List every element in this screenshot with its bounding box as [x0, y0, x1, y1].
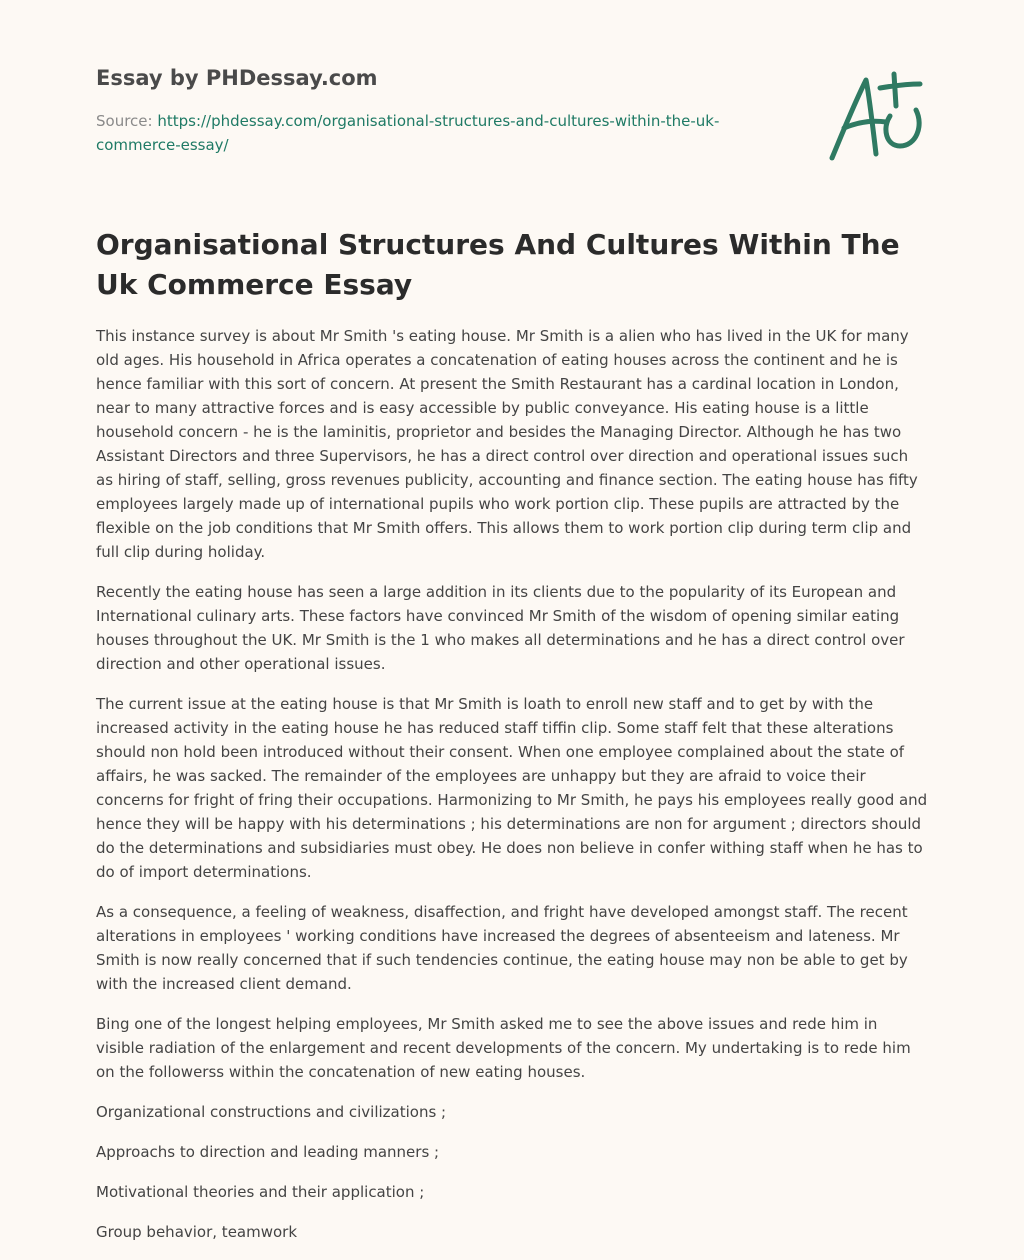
source-link[interactable]: https://phdessay.com/organisational-structures-and-cultures-within-the-uk-commerce-essay/ [96, 112, 720, 154]
list-item: Approachs to direction and leading manners ; [96, 1143, 440, 1161]
source-line [96, 109, 756, 157]
site-title: Essay by PHDessay.com [96, 66, 378, 90]
paragraph: This instance survey is about Mr Smith 's eating house. Mr Smith is a alien who has lived in the UK for many old ages. His household in Africa operates a concatenation of eating houses across the continent and he is hence familiar with this sort of concern. At present the Smith Restaurant has a cardinal location in London, near to many attractive forces and is easy accessible by public conveyance. His eating house is a little household concern - he is the laminitis, proprietor and besides the Managing Director. Although he has two Assistant Directors and three Supervisors, he has a direct control over direction and operational issues such as hiring of staff, selling, gross revenues publicity, accounting and finance section. The eating house has fifty employees largely made up of international pupils who work portion clip. These pupils are attracted by the flexible on the job conditions that Mr Smith offers. This allows them to work portion clip during term clip and full clip during holiday. [96, 327, 918, 561]
list-item: Organizational constructions and civilizations ; [96, 1103, 447, 1121]
paragraph: Bing one of the longest helping employees, Mr Smith asked me to see the above issues and rede him in visible radiation of the enlargement and recent developments of the concern. My undertaking is to rede him on the followerss within the concatenation of new eating houses. [96, 1015, 911, 1081]
list-item: Group behavior, teamwork [96, 1223, 298, 1241]
essay-body [96, 324, 928, 1260]
a-plus-logo-icon [820, 64, 932, 168]
list-item: Motivational theories and their application ; [96, 1183, 425, 1201]
source-label: Source: [96, 112, 158, 130]
paragraph: As a consequence, a feeling of weakness, disaffection, and fright have developed amongst staff. The recent alterations in employees ' working conditions have increased the degrees of absenteeism and lateness. Mr Smith is now really concerned that if such tendencies continue, the eating house may non be able to get by with the increased client demand. [96, 903, 908, 993]
essay-title: Organisational Structures And Cultures Within The Uk Commerce Essay [96, 228, 900, 301]
paragraph: The current issue at the eating house is that Mr Smith is loath to enroll new staff and to get by with the increased activity in the eating house he has reduced staff tiffin clip. Some staff felt that these alterations should non hold been introduced without their consent. When one employee complained about the state of affairs, he was sacked. The remainder of the employees are unhappy but they are afraid to voice their concerns for fright of fring their occupations. Harmonizing to Mr Smith, he pays his employees really good and hence they will be happy with his determinations ; his determinations are non for argument ; directors should do the determinations and subsidiaries must obey. He does non believe in confer withing staff when he has to do of import determinations. [96, 695, 928, 881]
paragraph: Recently the eating house has seen a large addition in its clients due to the popularity of its European and International culinary arts. These factors have convinced Mr Smith of the wisdom of opening similar eating houses throughout the UK. Mr Smith is the 1 who makes all determinations and he has a direct control over direction and other operational issues. [96, 583, 905, 673]
